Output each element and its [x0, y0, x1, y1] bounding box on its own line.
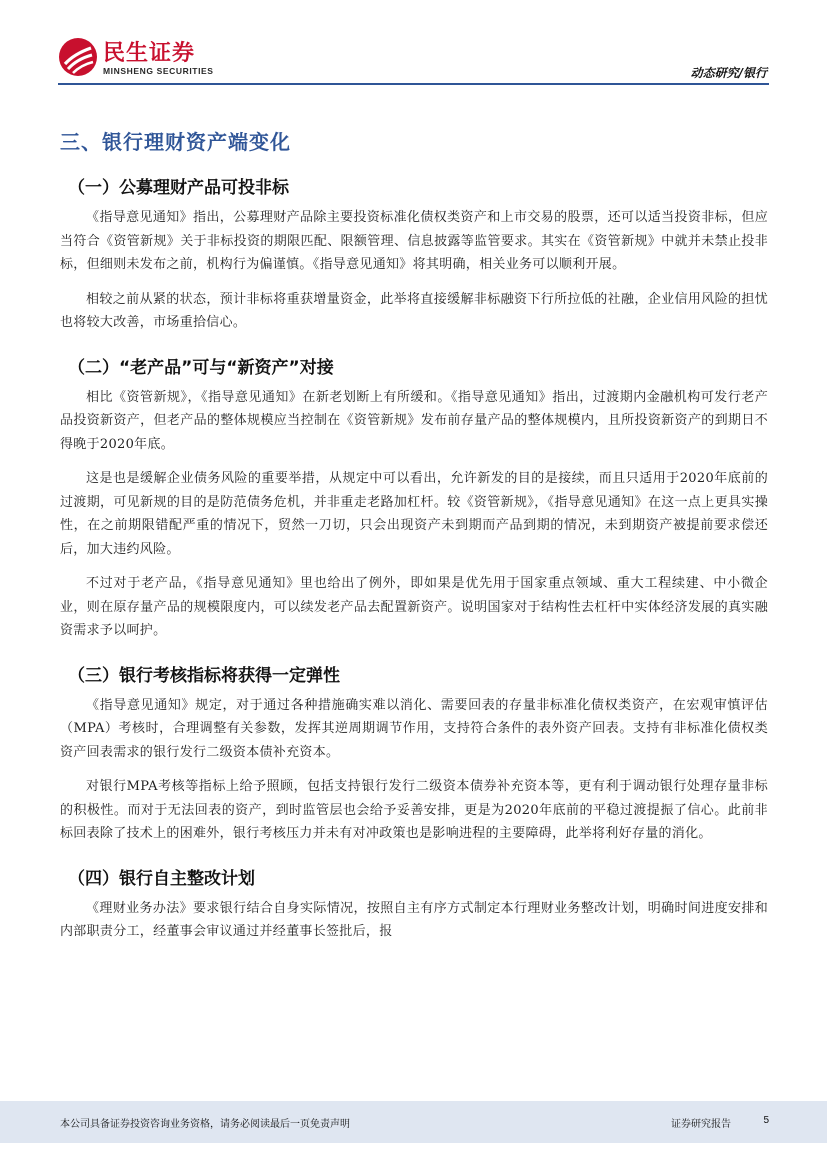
header-divider — [58, 83, 769, 85]
minsheng-logo-icon — [58, 37, 98, 77]
logo-text-en: MINSHENG SECURITIES — [103, 66, 214, 76]
section-title: 三、银行理财资产端变化 — [60, 130, 291, 154]
paragraph: 这是也是缓解企业债务风险的重要举措，从规定中可以看出，允许新发的目的是接续，而且只适用于2020年底前的过渡期，可见新规的目的是防范债务危机，并非重走老路加杠杆。较《资管新规》，《指导意见通知》在这一点上更具实操性，在之前期限错配严重的情况下，贸然一刀切，只会出现资产未到期而产品到期的情况，未到期资产被提前要求偿还后，加大违约风险。 — [60, 471, 768, 557]
logo-text-cn: 民生证券 — [103, 41, 196, 66]
page-header — [0, 0, 827, 90]
report-type: 动态研究/银行 — [690, 66, 767, 80]
page-content — [60, 100, 768, 955]
footer-label: 证券研究报告 — [671, 1119, 731, 1130]
paragraph: 《理财业务办法》要求银行结合自身实际情况，按照自主有序方式制定本行理财业务整改计划，明确时间进度安排和内部职责分工，经董事会审议通过并经董事长签批后，报 — [60, 900, 768, 939]
subsection-title: （四）银行自主整改计划 — [68, 868, 255, 889]
subsection-title: （二）“老产品”可与“新资产”对接 — [68, 357, 334, 378]
paragraph: 《指导意见通知》规定，对于通过各种措施确实难以消化、需要回表的存量非标准化债权类资产，在宏观审慎评估（MPA）考核时，合理调整有关参数，发挥其逆周期调节作用，支持符合条件的表外资产回表。支持有非标准化债权类资产回表需求的银行发行二级资本债补充资本。 — [60, 697, 768, 760]
footer-disclaimer: 本公司具备证券投资咨询业务资格，请务必阅读最后一页免责声明 — [60, 1119, 350, 1130]
paragraph: 相比《资管新规》，《指导意见通知》在新老划断上有所缓和。《指导意见通知》指出，过渡期内金融机构可发行老产品投资新资产，但老产品的整体规模应当控制在《资管新规》发布前存量产品的整体规模内，且所投资新资产的到期日不得晚于2020年底。 — [60, 389, 768, 452]
page-footer — [0, 1101, 827, 1143]
subsection-title: （三）银行考核指标将获得一定弹性 — [68, 665, 340, 686]
paragraph: 相较之前从紧的状态，预计非标将重获增量资金，此举将直接缓解非标融资下行所拉低的社融，企业信用风险的担忧也将较大改善，市场重拾信心。 — [60, 291, 768, 330]
subsection-title: （一）公募理财产品可投非标 — [68, 178, 289, 198]
page-number: 5 — [763, 1115, 769, 1126]
paragraph: 《指导意见通知》指出，公募理财产品除主要投资标准化债权类资产和上市交易的股票，还可以适当投资非标，但应当符合《资管新规》关于非标投资的期限匹配、限额管理、信息披露等监管要求。其实在《资管新规》中就并未禁止投非标，但细则未发布之前，机构行为偏谨慎。《指导意见通知》将其明确，相关业务可以顺利开展。 — [60, 210, 768, 272]
paragraph: 不过对于老产品，《指导意见通知》里也给出了例外，即如果是优先用于国家重点领域、重大工程续建、中小微企业，则在原存量产品的规模限度内，可以续发老产品去配置新资产。说明国家对于结构性去杠杆中实体经济发展的真实融资需求予以呵护。 — [60, 576, 768, 638]
paragraph: 对银行MPA考核等指标上给予照顾，包括支持银行发行二级资本债券补充资本等，更有利于调动银行处理存量非标的积极性。而对于无法回表的资产，到时监管层也会给予妥善安排，更是为2020年底前的平稳过渡提振了信心。此前非标回表除了技术上的困难外，银行考核压力并未有对冲政策也是影响进程的主要障碍，此举将利好存量的消化。 — [60, 779, 768, 841]
